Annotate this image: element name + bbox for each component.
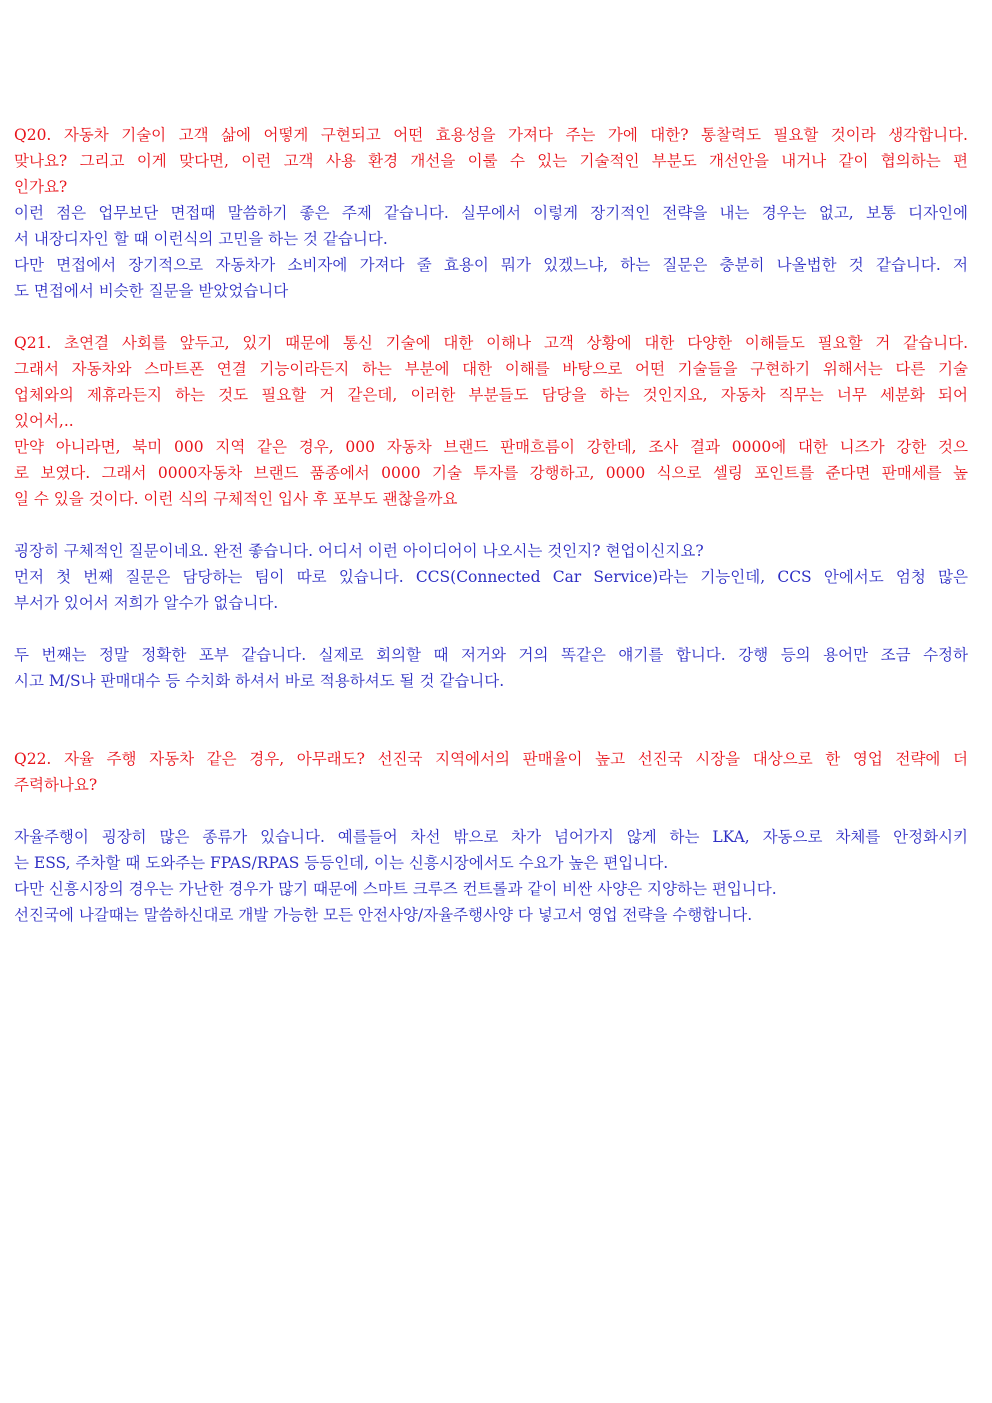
text-line: 맞나요? 그리고 이게 맞다면, 이런 고객 사용 환경 개선을 이룰 수 있는 기술적인 부분도 개선안을 내거나 같이 협의하는 편	[14, 152, 968, 170]
text-line: 두 번째는 정말 정확한 포부 같습니다. 실제로 회의할 때 저거와 거의 똑같은 얘기를 합니다. 강행 등의 용어만 조금 수정하	[14, 646, 968, 664]
text-line: 도 면접에서 비슷한 질문을 받았었습니다	[14, 282, 289, 300]
text-line: 시고 M/S나 판매대수 등 수치화 하셔서 바로 적용하셔도 될 것 같습니다.	[14, 672, 505, 690]
text-line: 선진국에 나갈때는 말씀하신대로 개발 가능한 모든 안전사양/자율주행사양 다 넣고서 영업 전략을 수행합니다.	[14, 906, 753, 924]
text-line: Q20. 자동차 기술이 고객 삶에 어떻게 구현되고 어떤 효용성을 가져다 주는 가에 대한? 통찰력도 필요할 것이라 생각합니다.	[14, 126, 968, 144]
spacer	[14, 616, 968, 642]
spacer	[14, 798, 968, 824]
q21-question	[14, 330, 968, 512]
text-line: 로 보였다. 그래서 0000자동차 브랜드 품종에서 0000 기술 투자를 강행하고, 0000 식으로 셀링 포인트를 준다면 판매세를 높	[14, 464, 968, 482]
text-line: 먼저 첫 번째 질문은 담당하는 팀이 따로 있습니다. CCS(Connected Car Service)라는 기능인데, CCS 안에서도 엄청 많은	[14, 568, 968, 586]
text-line: 이런 점은 업무보단 면접때 말씀하기 좋은 주제 같습니다. 실무에서 이렇게 장기적인 전략을 내는 경우는 없고, 보통 디자인에	[14, 204, 968, 222]
q20-answer	[14, 200, 968, 304]
text-line: 그래서 자동차와 스마트폰 연결 기능이라든지 하는 부분에 대한 이해를 바탕으로 어떤 기술들을 구현하기 위해서는 다른 기술	[14, 360, 968, 378]
q21-answer-part1	[14, 538, 968, 616]
text-line: 업체와의 제휴라든지 하는 것도 필요할 거 같은데, 이러한 부분들도 담당을 하는 것인지요, 자동차 직무는 너무 세분화 되어	[14, 386, 968, 404]
text-line: 부서가 있어서 저희가 알수가 없습니다.	[14, 594, 279, 612]
text-line: 주력하나요?	[14, 776, 98, 794]
text-line: 일 수 있을 것이다. 이런 식의 구체적인 입사 후 포부도 괜찮을까요	[14, 490, 458, 508]
text-line: 다만 면접에서 장기적으로 자동차가 소비자에 가져다 줄 효용이 뭐가 있겠느냐, 하는 질문은 충분히 나올법한 것 같습니다. 저	[14, 256, 968, 274]
text-line: 다만 신흥시장의 경우는 가난한 경우가 많기 때문에 스마트 크루즈 컨트롤과 같이 비싼 사양은 지양하는 편입니다.	[14, 880, 777, 898]
text-line: 굉장히 구체적인 질문이네요. 완전 좋습니다. 어디서 이런 아이디어이 나오시는 것인지? 현업이신지요?	[14, 542, 704, 560]
q21-answer-part2	[14, 642, 968, 694]
spacer	[14, 694, 968, 746]
q20-question	[14, 122, 968, 200]
text-line: Q22. 자율 주행 자동차 같은 경우, 아무래도? 선진국 지역에서의 판매율이 높고 선진국 시장을 대상으로 한 영업 전략에 더	[14, 750, 968, 768]
spacer	[14, 512, 968, 538]
text-line: 는 ESS, 주차할 때 도와주는 FPAS/RPAS 등등인데, 이는 신흥시장에서도 수요가 높은 편입니다.	[14, 854, 669, 872]
text-line: 자율주행이 굉장히 많은 종류가 있습니다. 예를들어 차선 밖으로 차가 넘어가지 않게 하는 LKA, 자동으로 차체를 안정화시키	[14, 828, 968, 846]
q22-question	[14, 746, 968, 798]
spacer	[14, 304, 968, 330]
text-line: 인가요?	[14, 178, 68, 196]
q22-answer	[14, 824, 968, 928]
text-line: Q21. 초연결 사회를 앞두고, 있기 때문에 통신 기술에 대한 이해나 고객 상황에 대한 다양한 이해들도 필요할 거 같습니다.	[14, 334, 968, 352]
text-line: 만약 아니라면, 북미 000 지역 같은 경우, 000 자동차 브랜드 판매흐름이 강한데, 조사 결과 0000에 대한 니즈가 강한 것으	[14, 438, 968, 456]
text-line: 있어서,..	[14, 412, 74, 430]
text-line: 서 내장디자인 할 때 이런식의 고민을 하는 것 같습니다.	[14, 230, 388, 248]
